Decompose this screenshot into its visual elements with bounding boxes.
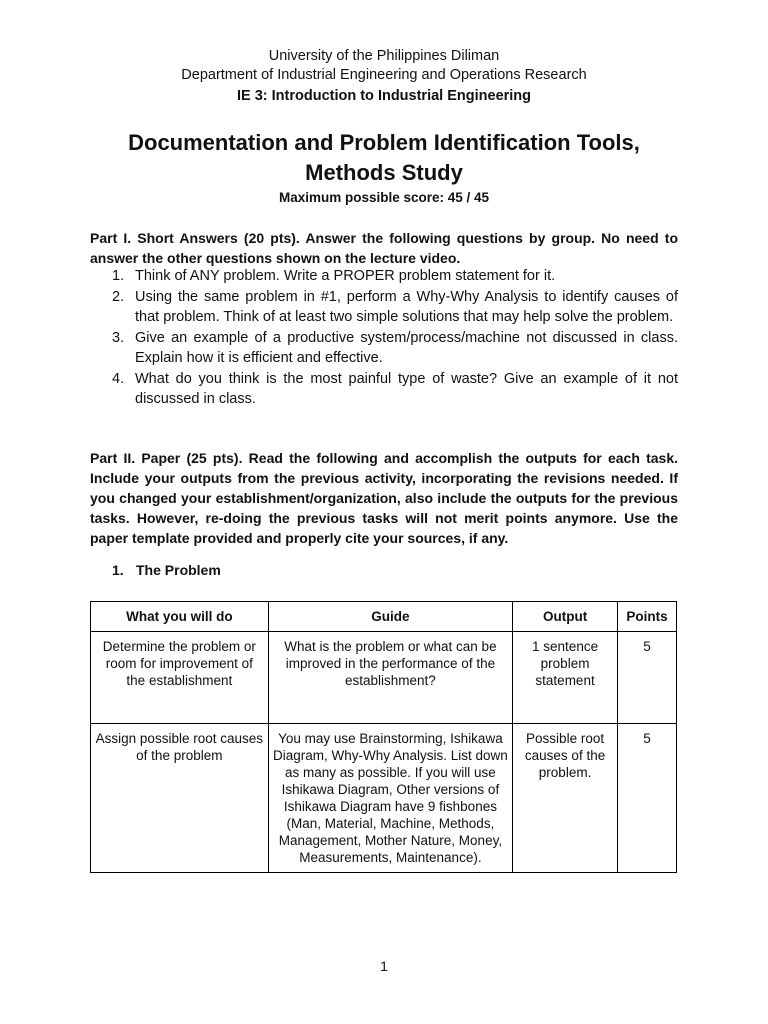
question-item — [90, 369, 678, 410]
document-title-line-2: Methods Study — [305, 160, 463, 185]
column-header: Points — [618, 602, 677, 632]
table-header-row — [91, 602, 677, 632]
question-number: 3. — [112, 329, 125, 346]
question-number: 2. — [112, 288, 125, 305]
document-title-line-1: Documentation and Problem Identification Tools, — [128, 130, 640, 155]
table-cell: You may use Brainstorming, Ishikawa Diagram, Why-Why Analysis. List down as many as possible. If you will use Ishikawa Diagram, Other versions of Ishikawa Diagram have 9 fishbones (Man, Material, Machine, Methods, Management, Mother Nature, Money, Measurements, Maintenance). — [268, 724, 512, 873]
question-number: 4. — [112, 370, 125, 387]
table-cell: What is the problem or what can be improved in the performance of the establishment? — [268, 632, 512, 724]
department-name: Department of Industrial Engineering and Operations Research — [181, 67, 587, 83]
university-name: University of the Philippines Diliman — [268, 48, 500, 64]
table-cell: Determine the problem or room for improvement of the establishment — [91, 632, 269, 724]
question-text: What do you think is the most painful type of waste? Give an example of it not discussed in class. — [135, 370, 678, 407]
maximum-score: Maximum possible score: 45 / 45 — [278, 190, 490, 205]
task-table — [90, 601, 677, 873]
question-text: Think of ANY problem. Write a PROPER problem statement for it. — [135, 268, 556, 284]
part1-intro: Part I. Short Answers (20 pts). Answer the following questions by group. No need to answer the other questions shown on the lecture video. — [90, 230, 678, 266]
table-row — [91, 632, 677, 724]
table-row — [91, 724, 677, 873]
table-cell: 5 — [618, 632, 677, 724]
column-header: Output — [513, 602, 618, 632]
column-header: What you will do — [91, 602, 269, 632]
table-cell: 5 — [618, 724, 677, 873]
table-cell: 1 sentence problem statement — [513, 632, 618, 724]
page-number: 1 — [380, 958, 388, 974]
question-number: 1. — [112, 268, 125, 284]
course-name: IE 3: Introduction to Industrial Engineering — [236, 88, 532, 104]
table-cell: Possible root causes of the problem. — [513, 724, 618, 873]
part1-question-list — [90, 266, 678, 410]
part2-intro: Part II. Paper (25 pts). Read the following and accomplish the outputs for each task. Include your outputs from the previous activity, incorporating the revisions needed. If you changed your establishment/organization, also include the outputs for the previous tasks. However, re-doing the previous tasks will not merit points anymore. Use the paper template provided and properly cite your sources, if any. — [90, 450, 678, 546]
question-item — [90, 287, 678, 328]
question-text: Give an example of a productive system/process/machine not discussed in class. Explain how it is efficient and effective. — [135, 329, 678, 366]
section-title: The Problem — [136, 562, 221, 578]
question-item — [90, 266, 678, 287]
question-text: Using the same problem in #1, perform a Why-Why Analysis to identify causes of that problem. Think of at least two simple solutions that may help solve the problem. — [135, 288, 678, 325]
table-cell: Assign possible root causes of the problem — [91, 724, 269, 873]
column-header: Guide — [268, 602, 512, 632]
section-number: 1. — [112, 562, 124, 578]
question-item — [90, 328, 678, 369]
section-heading — [112, 562, 221, 578]
